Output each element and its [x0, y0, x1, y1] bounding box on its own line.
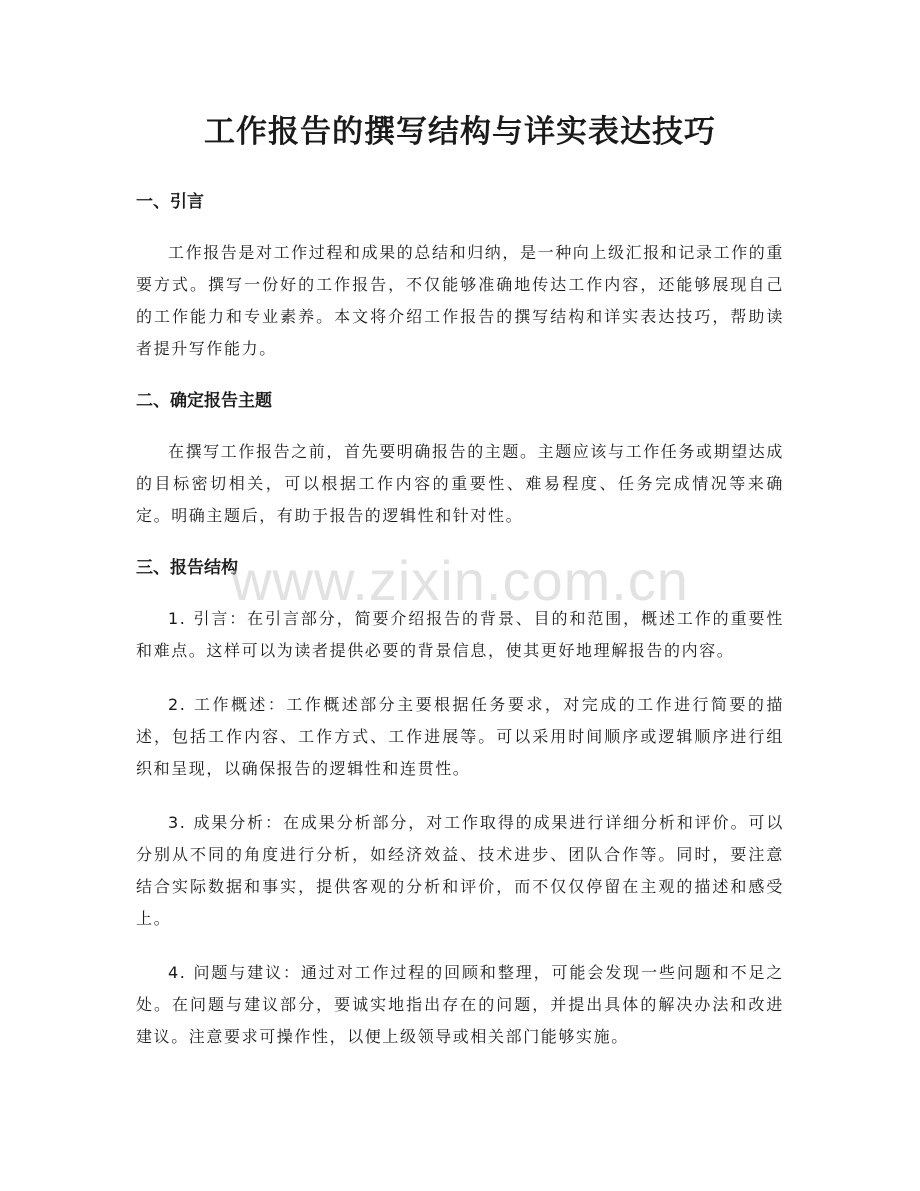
section-heading: 二、确定报告主题: [136, 391, 272, 411]
section-heading: 三、报告结构: [136, 558, 238, 578]
paragraph-results-analysis-item: 3. 成果分析：在成果分析部分，对工作取得的成果进行详细分析和评价。可以分别从不同的角度进行分析，如经济效益、技术进步、团队合作等。同时，要注意结合实际数据和事实，提供客观的分析和评价，而不仅仅停留在主观的描述和感受上。: [136, 813, 784, 928]
section-introduction: [136, 188, 784, 365]
watermark: www.zixin.com.cn: [231, 549, 689, 612]
paragraph: 在撰写工作报告之前，首先要明确报告的主题。主题应该与工作任务或期望达成的目标密切相关，可以根据工作内容的重要性、难易程度、任务完成情况等来确定。明确主题后，有助于报告的逻辑性和针对性。: [136, 442, 785, 525]
document-title: 工作报告的撰写结构与详实表达技巧: [204, 114, 716, 150]
paragraph: 工作报告是对工作过程和成果的总结和归纳，是一种向上级汇报和记录工作的重要方式。撰写一份好的工作报告，不仅能够准确地传达工作内容，还能够展现自己的工作能力和专业素养。本文将介绍工作报告的撰写结构和详实表达技巧，帮助读者提升写作能力。: [136, 243, 785, 358]
paragraph-work-overview-item: 2. 工作概述：工作概述部分主要根据任务要求，对完成的工作进行简要的描述，包括工作内容、工作方式、工作进展等。可以采用时间顺序或逻辑顺序进行组织和呈现，以确保报告的逻辑性和连贯性。: [136, 695, 784, 778]
document-body: [136, 188, 784, 1075]
section-heading: 一、引言: [136, 192, 204, 212]
paragraph-introduction-item: 1. 引言：在引言部分，简要介绍报告的背景、目的和范围，概述工作的重要性和难点。这样可以为读者提供必要的背景信息，使其更好地理解报告的内容。: [136, 609, 784, 660]
section-report-topic: [136, 387, 784, 532]
paragraph-issues-suggestions-item: 4. 问题与建议：通过对工作过程的回顾和整理，可能会发现一些问题和不足之处。在问题与建议部分，要诚实地指出存在的问题，并提出具体的解决办法和改进建议。注意要求可操作性，以便上级领导或相关部门能够实施。: [136, 963, 784, 1046]
section-report-structure: [136, 554, 784, 1053]
